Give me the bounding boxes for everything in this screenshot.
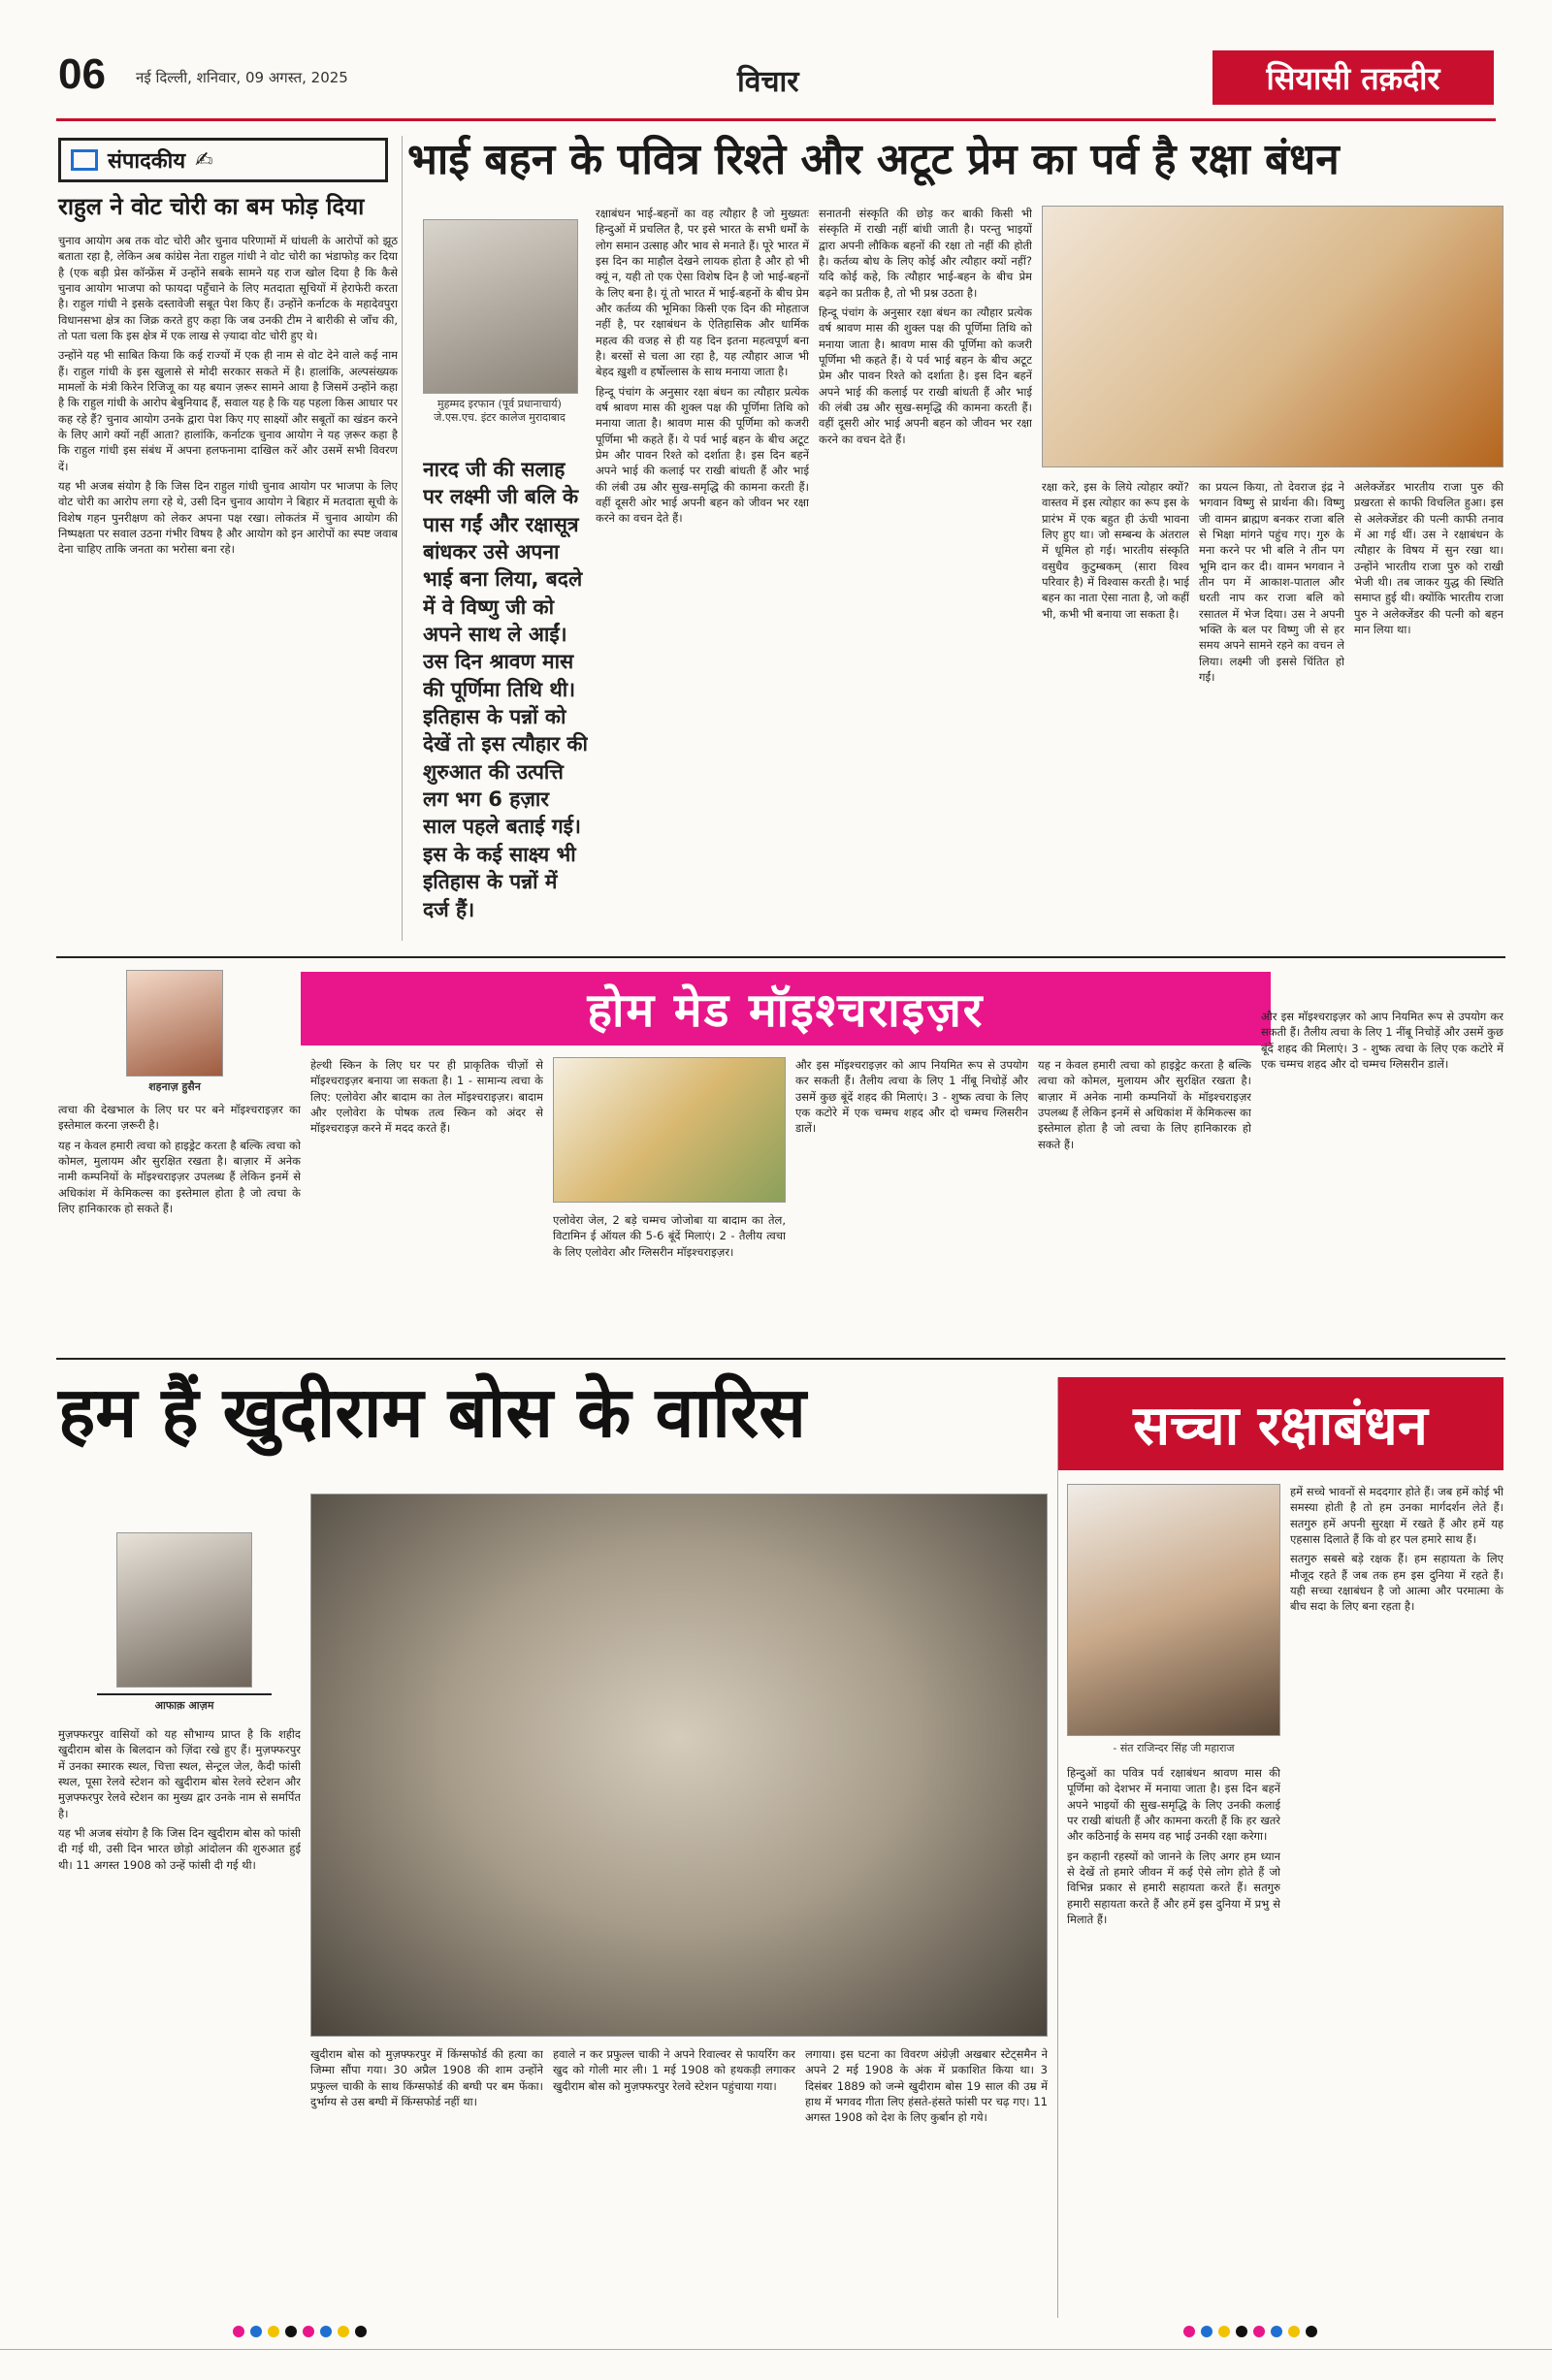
- paragraph: यह न केवल हमारी त्वचा को हाइड्रेट करता है बल्कि त्वचा को कोमल, मुलायम और सुरक्षित रखता है। बाज़ार में अनेक नामी कम्पनियों के मॉइश्चराइज़र उपलब्ध हैं लेकिन इनमें से अधिकांश में केमिकल्स का इस्तेमाल होता है जो त्वचा के लिए हानिकारक हो सकते हैं।: [58, 1138, 301, 1215]
- color-registration-left: [233, 2326, 367, 2337]
- color-dot: [1183, 2326, 1195, 2337]
- paragraph: हिन्दू पंचांग के अनुसार रक्षा बंधन का त्यौहार प्रत्येक वर्ष श्रावण मास की शुक्ल पक्ष की पूर्णिमा तिथि को मनाया जाता है। श्रावण मास की पूर्णिमा को कजरी पूर्णिमा भी कहते हैं। ये पर्व भाई बहन के बीच अटूट प्रेम और पावन रिश्ते को दर्शाता है। इस दिन बहनें अपने भाई की कलाई पर राखी बांधती हैं और भाई की लंबी उम्र और सुख-समृद्धि की कामना करती हैं। वहीं दूसरी ओर भाई अपनी बहन को जीवन भर रक्षा करने का वचन देते हैं।: [596, 384, 809, 526]
- sacha-column-1: [1067, 1765, 1280, 2318]
- ingredients-photo: [553, 1057, 786, 1203]
- moisturizer-column-5: [1038, 1057, 1251, 1344]
- color-dot: [233, 2326, 244, 2337]
- moisturizer-column-1: [58, 1102, 301, 1344]
- paragraph: चुनाव आयोग अब तक वोट चोरी और चुनाव परिणामों में धांधली के आरोपों को झूठ बताता रहा है, लेकिन अब कांग्रेस नेता राहुल गांधी ने वोट चोरी का भंडाफोड़ कर दिया है (एक बड़ी प्रेस कॉन्फ्रेंस में उन्होंने सबके सामने यह राज खोल दिया है कि कैसे चुनाव आयोग भाजपा को फायदा पहुँचाने के लिए मतदाता सूचियों में हेराफेरी करता है। राहुल गांधी ने इसके दस्तावेजी सबूत पेश किए हैं। उन्होंने कर्नाटक के महादेवपुरा विधानसभा क्षेत्र का जिक्र करते हुए कहा कि जब उनकी टीम ने बारीकी से जाँच की, तो पता चला कि इस क्षेत्र में एक लाख से ज़्यादा वोट चोरी हुए थे।: [58, 234, 398, 342]
- column-divider: [402, 136, 403, 941]
- color-dot: [303, 2326, 314, 2337]
- paragraph: अलेक्जेंडर भारतीय राजा पुरु की प्रखरता से काफी विचलित हुआ। इस से अलेक्जेंडर की पत्नी काफी तनाव में आ गई थीं। उस ने रक्षाबंधन के त्यौहार के विषय में सुन रखा था। उन्होंने भारतीय राजा पुरु को राखी भेजी थी। तब जाकर युद्ध की स्थिति समाप्त हुई थी। क्योंकि भारतीय राजा पुरु ने अलेक्जेंडर की पत्नी को बहन मान लिया था।: [1354, 480, 1504, 636]
- color-dot: [320, 2326, 332, 2337]
- color-dot: [355, 2326, 367, 2337]
- khudiram-column-1: [58, 1726, 301, 2318]
- author-photo: [423, 219, 578, 394]
- khudiram-column-3: [553, 2046, 795, 2318]
- editorial-headline: राहुल ने वोट चोरी का बम फोड़ दिया: [58, 193, 365, 220]
- paragraph: सनातनी संस्कृति की छोड़ कर बाकी किसी भी संस्कृति में राखी नहीं बांधी जाती है। परन्तु भाइयों द्वारा अपनी लौकिक बहनों की रक्षा तो नहीं की होती है। कर्तव्य बोध के लिए कोई और त्यौहार क्यों नहीं? यदि कोई कहे, कि त्यौहार भाई-बहन के बीच प्रेम बढ़ने का प्रतीक है, तो भी प्रश्न उठता है।: [819, 207, 1032, 300]
- paragraph: हिन्दू पंचांग के अनुसार रक्षा बंधन का त्यौहार प्रत्येक वर्ष श्रावण मास की शुक्ल पक्ष की पूर्णिमा तिथि को मनाया जाता है। श्रावण मास की पूर्णिमा को कजरी पूर्णिमा भी कहते हैं। ये पर्व भाई बहन के बीच अटूट प्रेम और पावन रिश्ते को दर्शाता है। इस दिन बहनें अपने भाई की कलाई पर राखी बांधती हैं और भाई की लंबी उम्र और सुख-समृद्धि की कामना करती हैं। वहीं दूसरी ओर भाई अपनी बहन को जीवन भर रक्षा करने का वचन देते हैं।: [819, 305, 1032, 446]
- author-photo: [126, 970, 223, 1077]
- color-dot: [1306, 2326, 1317, 2337]
- paragraph: यह भी अजब संयोग है कि जिस दिन खुदीराम बोस को फांसी दी गई थी, उसी दिन भारत छोड़ो आंदोलन की शुरुआत हुई थी। 11 अगस्त 1908 को उन्हें फांसी दी गई थी।: [58, 1825, 301, 1872]
- moisturizer-column-3: [553, 1212, 786, 1344]
- paragraph: त्वचा की देखभाल के लिए घर पर बने मॉइश्चराइज़र का इस्तेमाल करना ज़रूरी है।: [58, 1103, 301, 1133]
- paragraph: और इस मॉइश्चराइज़र को आप नियमित रूप से उपयोग कर सकती हैं। तैलीय त्वचा के लिए 1 नींबू निचोड़ें और उसमें कुछ बूंदें शहद की मिलाएं। 3 - शुष्क त्वचा के लिए एक कटोरे में एक चम्मच शहद और दो चम्मच ग्लिसरीन डालें।: [1261, 1010, 1504, 1071]
- paragraph: एलोवेरा जेल, 2 बड़े चम्मच जोजोबा या बादाम का तेल, विटामिन ई ऑयल की 5-6 बूंदें मिलाएं। 2 - तैलीय त्वचा के लिए एलोवेरा और ग्लिसरीन मॉइश्चराइज़र।: [553, 1213, 786, 1259]
- khudiram-headline: हम हैं खुदीराम बोस के वारिस: [58, 1371, 806, 1453]
- paragraph: रक्षा करे, इस के लिये त्योहार क्यों? वास्तव में इस त्योहार का रूप इस के प्रारंभ में एक बहुत ही ऊंची भावना लिए हुए था। जो सम्बन्ध के अंतराल में धूमिल हो गई। भारतीय संस्कृति वसुधैव कुटुम्बकम् (सारा विश्व परिवार है) में विश्वास करती है। भाई बहन का नाता ऐसा नाता है, जो कहीं भी, कभी भी बनाया जा सकता है।: [1042, 480, 1189, 621]
- paragraph: मुज़फ्फरपुर वासियों को यह सौभाग्य प्राप्त है कि शहीद खुदीराम बोस के बिलदान को ज़िंदा रखे हुए हैं। मुज़फ्फरपुर में उनका स्मारक स्थल, चित्ता स्थल, सेन्ट्रल जेल, कैदी फांसी स्थल, पूसा रेलवे स्टेशन को खुदीराम बोस रेलवे स्टेशन और मुज़फ्फरपुर रेलवे स्टेशन का मुख्य द्वार उनके नाम से समर्पित है।: [58, 1727, 301, 1820]
- paragraph: इन कहानी रहस्यों को जानने के लिए अगर हम ध्यान से देखें तो हमारे जीवन में कई ऐसे लोग होते हैं जो विभिन्न प्रकार से हमारी सहायता करते हैं। सतगुरु हमारी सहायता करते हैं और हमें इस दुनिया में प्रभु से मिलाते हैं।: [1067, 1849, 1280, 1926]
- column-divider: [1057, 1377, 1058, 2318]
- paragraph: हिन्दुओं का पवित्र पर्व रक्षाबंधन श्रावण मास की पूर्णिमा को देशभर में मनाया जाता है। इस दिन बहनें अपने भाइयों की सुख-समृद्धि के लिए उनकी कलाई पर राखी बांधती हैं और कामना करती हैं कि हर खतरे और कठिनाई के समय वह भाई उनकी रक्षा करेगा।: [1067, 1766, 1280, 1844]
- paragraph: सतगुरु सबसे बड़े रक्षक हैं। हम सहायता के लिए मौजूद रहते हैं जब तक हम इस दुनिया में रहते हैं। यही सच्चा रक्षाबंधन है जो आत्मा और परमात्मा के बीच सदा के लिए बना रहता है।: [1290, 1552, 1504, 1614]
- main-column-2: [819, 206, 1032, 945]
- sacha-headline: सच्चा रक्षाबंधन: [1057, 1377, 1504, 1470]
- section-title: विचार: [737, 65, 799, 99]
- checkbox-icon: [71, 149, 98, 171]
- paragraph: रक्षाबंधन भाई-बहनों का वह त्यौहार है जो मुख्यतः हिन्दुओं में प्रचलित है, पर इसे भारत के सभी धर्मों के लोग समान उत्साह और भाव से मनाते हैं। पूरे भारत में इस दिन का माहौल देखने लायक होता है और हो भी क्यूं न, यही तो एक ऐसा विशेष दिन है जो भाई-बहनों के लिए बना है। यूं तो भारत में भाई-बहनों के बीच प्रेम और कर्तव्य की भूमिका किसी एक दिन की मोहताज नहीं है, पर रक्षाबंधन के ऐतिहासिक और धार्मिक महत्व की वजह से ही यह दिन इतना महत्वपूर्ण बना है। बरसों से चला आ रहा है, यह त्यौहार आज भी बेहद ख़ुशी व हर्षोल्लास के साथ मनाया जाता है।: [596, 207, 809, 379]
- paragraph: यह न केवल हमारी त्वचा को हाइड्रेट करता है बल्कि त्वचा को कोमल, मुलायम और सुरक्षित रखता है। बाज़ार में अनेक नामी कम्पनियों के मॉइश्चराइज़र उपलब्ध हैं लेकिन इनमें से अधिकांश में केमिकल्स का इस्तेमाल होता है जो त्वचा के लिए हानिकारक हो सकते हैं।: [1038, 1058, 1251, 1151]
- paragraph: खुदीराम बोस को मुज़फ्फरपुर में किंग्सफोर्ड की हत्या का जिम्मा सौंपा गया। 30 अप्रैल 1908 की शाम उन्होंने प्रफुल्ल चाकी के साथ किंग्सफोर्ड की बग्घी पर बम फेंका। दुर्भाग्य से उस बग्घी में किंग्सफोर्ड नहीं था।: [310, 2047, 543, 2108]
- paragraph: और इस मॉइश्चराइज़र को आप नियमित रूप से उपयोग कर सकती हैं। तैलीय त्वचा के लिए 1 नींबू निचोड़ें और उसमें कुछ बूंदें शहद की मिलाएं। 3 - शुष्क त्वचा के लिए एक कटोरे में एक चम्मच शहद और दो चम्मच ग्लिसरीन डालें।: [795, 1058, 1028, 1136]
- saint-caption: - संत राजिन्दर सिंह जी महाराज: [1113, 1742, 1235, 1754]
- color-registration-right: [1183, 2326, 1317, 2337]
- moisturizer-column-2: [310, 1057, 543, 1344]
- khudiram-column-4: [805, 2046, 1048, 2318]
- color-dot: [285, 2326, 297, 2337]
- moisturizer-column-6: [1261, 1009, 1504, 1344]
- editorial-label: संपादकीय: [108, 149, 186, 174]
- paragraph: उन्होंने यह भी साबित किया कि कई राज्यों में एक ही नाम से वोट देने वाले कई नाम हैं। राहुल गांधी के इस खुलासे से मोदी सरकार सकते में है। हालांकि, अल्पसंख्यक मामलों के मंत्री किरेन रिजिजू का यह बयान ज़रूर सामने आया है जिसमें उन्होंने कहा है कि राहुल गांधी के आरोप बेबुनियाद हैं, सवाल यह है कि यह पहला किस आधार पर कह रहे हैं? चुनाव आयोग उनके द्वारा पेश किए गए साक्ष्यों और सबूतों का खंडन करने के लिए आगे क्यों नहीं आता? हालांकि, कर्नाटक चुनाव आयोग ने यह ज़रूर कहा है कि राहुल गांधी इस संबंध में अपना हलफनामा दाखिल करें और उसमें सभी विवरण दें।: [58, 348, 398, 473]
- author-photo: [116, 1532, 252, 1688]
- khudiram-portrait: [310, 1494, 1048, 2037]
- color-dot: [1271, 2326, 1282, 2337]
- color-dot: [1236, 2326, 1247, 2337]
- main-column-4: [1199, 479, 1344, 945]
- paragraph: हेल्थी स्किन के लिए घर पर ही प्राकृतिक चीज़ों से मॉइश्चराइज़र बनाया जा सकता है। 1 - सामान्य त्वचा के लिए: एलोवेरा और बादाम का तेल मॉइश्चराइज़र। बादाम और एलोवेरा के पोषक तत्व स्किन को अंदर से मॉइश्चराइज़ करने में मदद करते हैं।: [310, 1058, 543, 1136]
- moisturizer-column-4: [795, 1057, 1028, 1344]
- color-dot: [1288, 2326, 1300, 2337]
- color-dot: [1201, 2326, 1212, 2337]
- author-name: आफाक़ आज़म: [97, 1693, 272, 1713]
- color-dot: [1218, 2326, 1230, 2337]
- pen-icon: ✍: [195, 147, 213, 173]
- color-dot: [268, 2326, 279, 2337]
- author-name: शहनाज़ हुसैन: [148, 1080, 201, 1093]
- author-caption: मुहम्मद इरफान (पूर्व प्रधानाचार्य) जे.एस.एच. इंटर कालेज मुरादाबाद: [434, 398, 566, 425]
- color-dot: [338, 2326, 349, 2337]
- editorial-tag: [58, 138, 388, 182]
- editorial-body: [58, 233, 398, 941]
- khudiram-column-2: [310, 2046, 543, 2318]
- header-rule: [56, 118, 1496, 121]
- paragraph: का प्रयत्न किया, तो देवराज इंद्र ने भगवान विष्णु से प्रार्थना की। विष्णु जी वामन ब्राह्मण बनकर राजा बलि से भिक्षा मांगने पहुंच गए। गुरु के मना करने पर भी बलि ने तीन पग भूमि दान कर दी। वामन भगवान ने तीन पग में आकाश-पाताल और धरती नाप कर राजा बलि को रसातल में भेज दिया। उस ने अपनी भक्ति के बल पर विष्णु जी से हर समय अपने सामने रहने का वचन ले लिया। लक्ष्मी जी इससे चिंतित हो गईं।: [1199, 480, 1344, 684]
- color-dot: [250, 2326, 262, 2337]
- paragraph: हमें सच्चे भावनों से मददगार होते हैं। जब हमें कोई भी समस्या होती है तो हम उनका मार्गदर्शन लेते हैं। सतगुरु हमें अपनी सुरक्षा में रखते हैं और हमें यह एहसास दिलाते हैं कि वो हर पल हमारे साथ हैं।: [1290, 1485, 1504, 1546]
- pull-quote: नारद जी की सलाह पर लक्ष्मी जी बलि के पास गईं और रक्षासूत्र बांधकर उसे अपना भाई बना लिया, बदले में वे विष्णु जी को अपने साथ ले आईं। उस दिन श्रावण मास की पूर्णिमा तिथि थी। इतिहास के पन्नों को देखें तो इस त्यौहार की शुरुआत की उत्पत्ति लग भग 6 हज़ार साल पहले बताई गई। इस के कई साक्ष्य भी इतिहास के पन्नों में दर्ज हैं।: [423, 458, 588, 921]
- paragraph: यह भी अजब संयोग है कि जिस दिन राहुल गांधी चुनाव आयोग पर भाजपा के लिए वोट चोरी का आरोप लगा रहे थे, उसी दिन चुनाव आयोग ने बिहार में मतदाता सूची के विशेष गहन पुनरीक्षण को लेकर अपना पक्ष रखा। लोकतंत्र में चुनाव आयोग की निष्पक्षता पर सवाल उठना गंभीर विषय है और आयोग को इन आरोपों का स्पष्ट जवाब देना चाहिए ताकि जनता का भरोसा बना रहे।: [58, 478, 398, 557]
- section-divider: [56, 1358, 1505, 1360]
- main-column-3: [1042, 479, 1189, 945]
- paragraph: हवाले न कर प्रफुल्ल चाकी ने अपने रिवाल्वर से फायरिंग कर खुद को गोली मार ली। 1 मई 1908 को हथकड़ी लगाकर खुदीराम बोस को मुज़फ्फरपुर रेलवे स्टेशन पहुंचाया गया।: [553, 2047, 795, 2093]
- color-dot: [1253, 2326, 1265, 2337]
- dateline: नई दिल्ली, शनिवार, 09 अगस्त, 2025: [136, 69, 348, 86]
- footer-rule: [0, 2349, 1552, 2350]
- saint-photo: [1067, 1484, 1280, 1736]
- page-number: 06: [58, 50, 106, 98]
- main-column-1: [596, 206, 809, 945]
- section-divider: [56, 956, 1505, 958]
- paragraph: लगाया। इस घटना का विवरण अंग्रेज़ी अखबार स्टेट्समैन ने अपने 2 मई 1908 के अंक में प्रकाशित किया था। 3 दिसंबर 1889 को जन्मे खुदीराम बोस 19 साल की उम्र में हाथ में भगवद गीता लिए हंसते-हंसते फांसी पर चढ़ गए। 11 अगस्त 1908 को देश के लिए कुर्बान हो गये।: [805, 2047, 1048, 2125]
- section-flag: सियासी तक़दीर: [1212, 50, 1494, 105]
- rakhi-photo: [1042, 206, 1504, 467]
- main-headline: भाई बहन के पवित्र रिश्ते और अटूट प्रेम का पर्व है रक्षा बंधन: [407, 135, 1340, 184]
- moisturizer-banner: होम मेड मॉइश्चराइज़र: [301, 972, 1271, 1045]
- main-column-5: [1354, 479, 1504, 945]
- sacha-column-2: [1290, 1484, 1504, 2318]
